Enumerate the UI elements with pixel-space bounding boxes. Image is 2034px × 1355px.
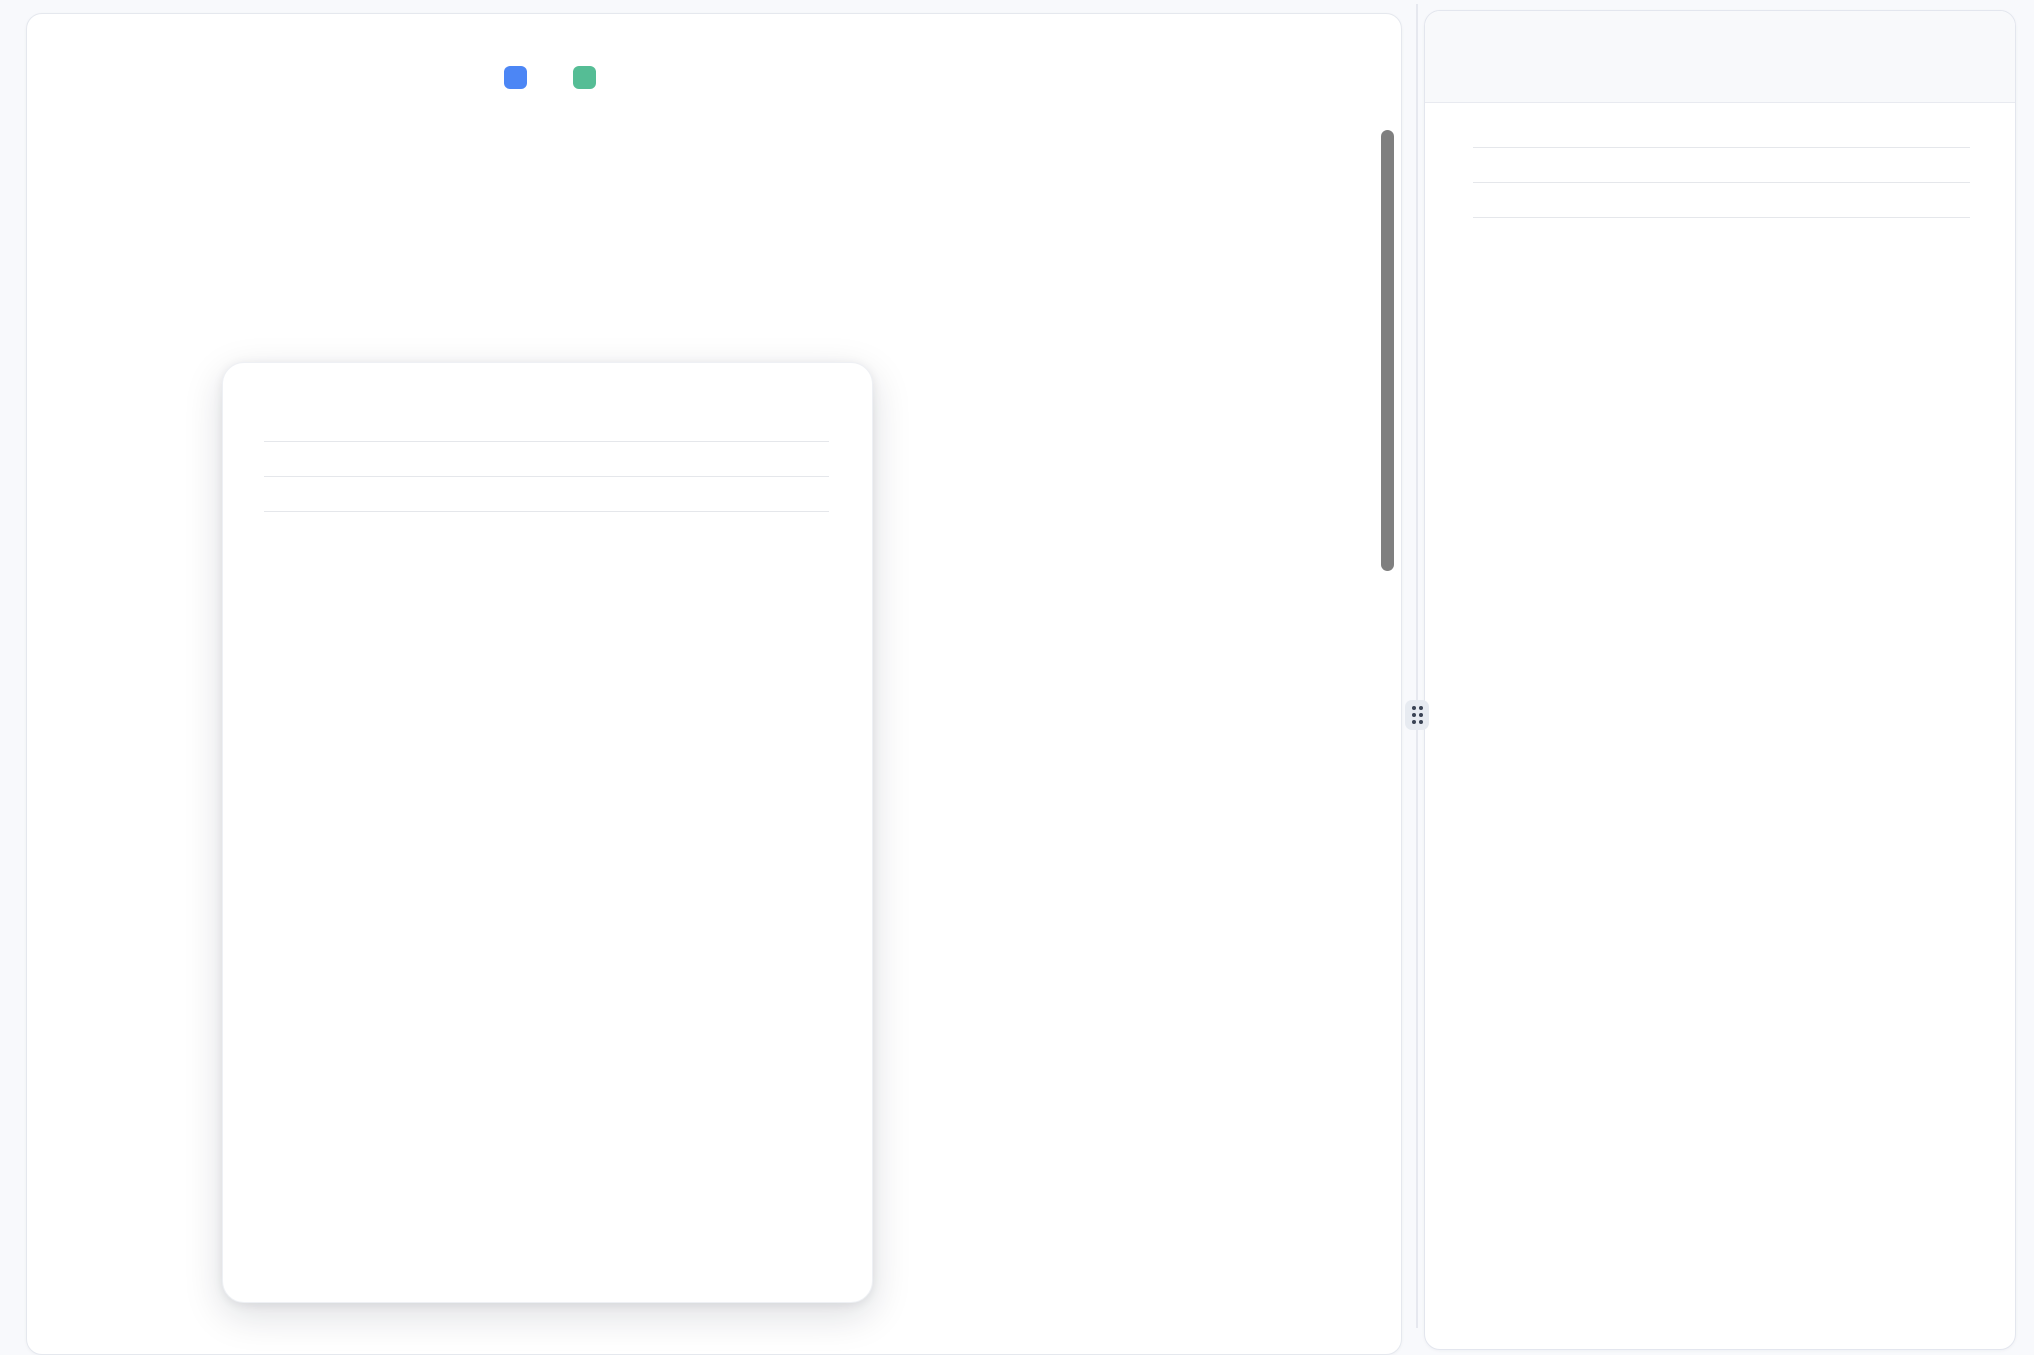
chart-legend [504,66,610,89]
legend-action-swatch [504,66,527,89]
divider [1473,147,1970,148]
divider [1473,217,1970,218]
divider [1473,182,1970,183]
grip-dots-icon [1412,706,1423,724]
chart-scrollbar-thumb[interactable] [1381,130,1394,571]
panel-divider[interactable] [1416,4,1418,1328]
divider [264,476,829,477]
detail-panel-body[interactable] [1425,103,2015,218]
divider [264,511,829,512]
divider [264,441,829,442]
llm-call-detail-panel [1424,10,2016,1350]
detail-panel-header [1425,11,2015,103]
llm-call-tooltip [222,362,873,1303]
legend-llm-swatch [573,66,596,89]
panel-resize-handle[interactable] [1405,700,1429,730]
